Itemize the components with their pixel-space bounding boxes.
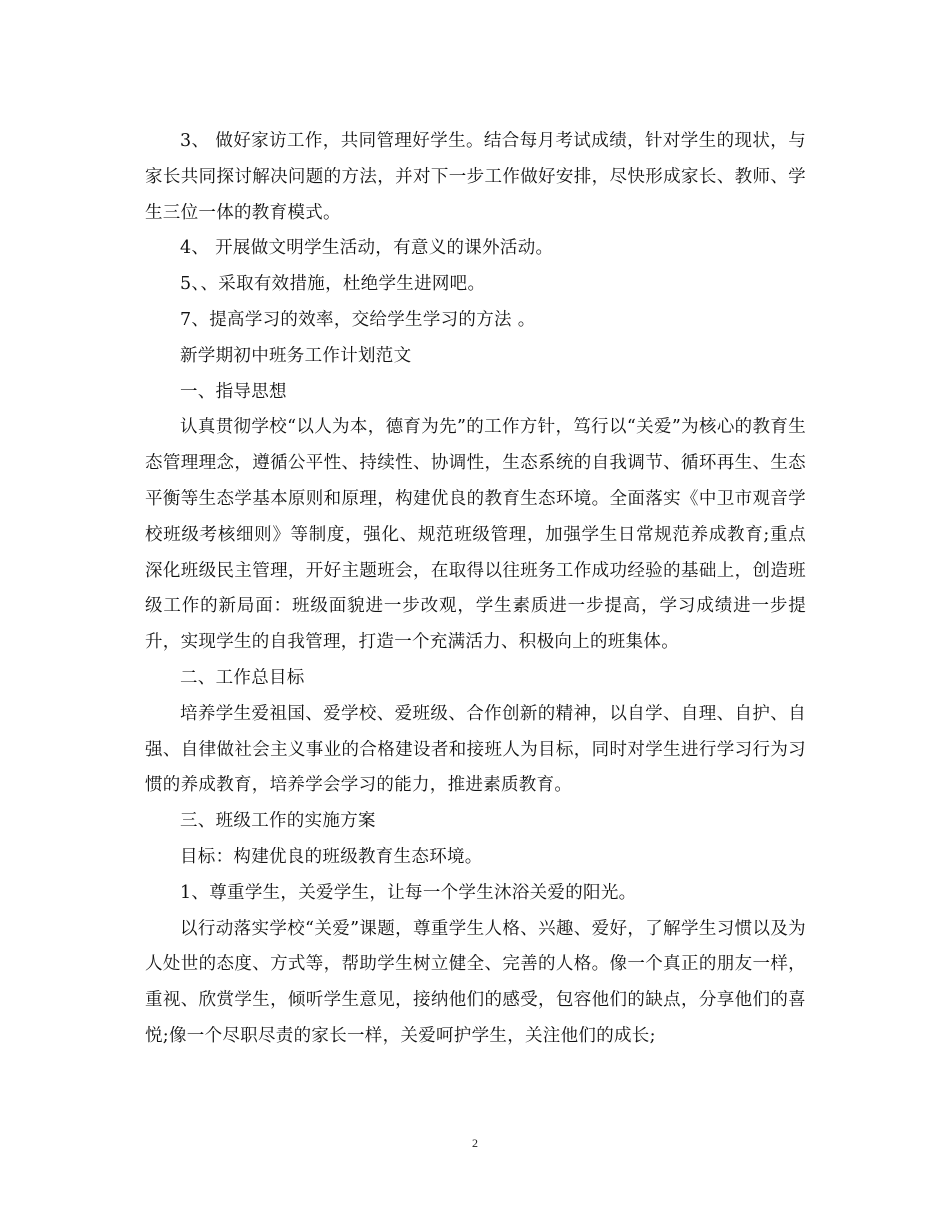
document-body — [145, 124, 806, 1055]
paragraph-guiding-ideology: 认真贯彻学校“以人为本，德育为先”的工作方针，笃行以“关爱”为核心的教育生态管理理念，遵循公平性、持续性、协调性，生态系统的自我调节、循环再生、生态平衡等生态学基本原则和原理，构建优良的教育生态环境。全面落实《中卫市观音学校班级考核细则》等制度，强化、规范班级管理，加强学生日常规范养成教育;重点深化班级民主管理，开好主题班会，在取得以往班务工作成功经验的基础上，创造班级工作的新局面：班级面貌进一步改观，学生素质进一步提高，学习成绩进一步提升，实现学生的自我管理，打造一个充满活力、积极向上的班集体。 — [145, 417, 806, 653]
heading-guiding-ideology: 一、指导思想 — [180, 381, 287, 402]
paragraph-overall-goal: 培养学生爱祖国、爱学校、爱班级、合作创新的精神，以自学、自理、自护、自强、自律做社会主义事业的合格建设者和接班人为目标，同时对学生进行学习行为习惯的养成教育，培养学会学习的能力，推进素质教育。 — [145, 703, 806, 796]
paragraph-item-4: 4、 开展做文明学生活动，有意义的课外活动。 — [180, 238, 554, 259]
document-section-title: 新学期初中班务工作计划范文 — [180, 345, 412, 366]
paragraph-target: 目标：构建优良的班级教育生态环境。 — [180, 846, 483, 867]
paragraph-care-action: 以行动落实学校“关爱”课题，尊重学生人格、兴趣、爱好，了解学生习惯以及为人处世的态度、方式等，帮助学生树立健全、完善的人格。像一个真正的朋友一样，重视、欣赏学生，倾听学生意见，接纳他们的感受，包容他们的缺点，分享他们的喜悦;像一个尽职尽责的家长一样，关爱呵护学生，关注他们的成长; — [145, 918, 806, 1046]
page-number: 2 — [472, 1136, 478, 1150]
paragraph-respect-students: 1、尊重学生，关爱学生，让每一个学生沐浴关爱的阳光。 — [180, 882, 637, 903]
paragraph-item-3: 3、 做好家访工作，共同管理好学生。结合每月考试成绩，针对学生的现状，与家长共同探讨解决问题的方法，并对下一步工作做好安排，尽快形成家长、教师、学生三位一体的教育模式。 — [145, 131, 806, 223]
heading-overall-goal: 二、工作总目标 — [180, 667, 305, 688]
paragraph-item-5: 5、、采取有效措施，杜绝学生进网吧。 — [180, 274, 486, 295]
paragraph-item-7: 7、提高学习的效率，交给学生学习的方法 。 — [180, 309, 536, 330]
heading-implementation-plan: 三、班级工作的实施方案 — [180, 811, 376, 832]
